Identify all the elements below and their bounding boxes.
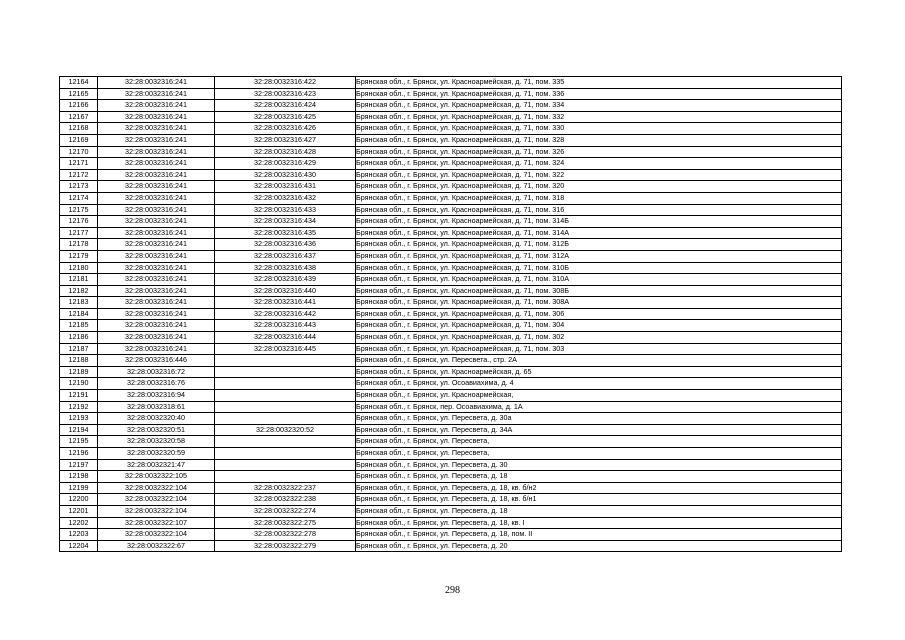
address-cell: Брянская обл., г. Брянск, пер. Осоавиахима, д. 1А (356, 401, 842, 413)
cadastral-number-cell: 32:28:0032316:241 (98, 262, 215, 274)
object-number-cell (215, 401, 356, 413)
cadastral-number-cell: 32:28:0032322:107 (98, 517, 215, 529)
table-row (60, 146, 842, 158)
row-number-cell: 12164 (60, 77, 98, 89)
address-cell: Брянская обл., г. Брянск, ул. Красноармейская, (356, 390, 842, 402)
address-cell: Брянская обл., г. Брянск, ул. Пересвета, (356, 448, 842, 460)
address-cell: Брянская обл., г. Брянск, ул. Пересвета, д. 18, пом. II (356, 529, 842, 541)
address-cell: Брянская обл., г. Брянск, ул. Пересвета., стр. 2А (356, 355, 842, 367)
row-number-cell: 12189 (60, 366, 98, 378)
page-number: 298 (445, 585, 460, 596)
table-row (60, 332, 842, 344)
row-number-cell: 12165 (60, 88, 98, 100)
table-row (60, 366, 842, 378)
row-number-cell: 12195 (60, 436, 98, 448)
address-cell: Брянская обл., г. Брянск, ул. Пересвета, д. 30а (356, 413, 842, 425)
row-number-cell: 12176 (60, 216, 98, 228)
object-number-cell: 32:28:0032322:238 (215, 494, 356, 506)
object-number-cell: 32:28:0032316:428 (215, 146, 356, 158)
table-row (60, 181, 842, 193)
table-row (60, 448, 842, 460)
address-cell: Брянская обл., г. Брянск, ул. Пересвета, д. 18 (356, 505, 842, 517)
table-row (60, 505, 842, 517)
object-number-cell: 32:28:0032322:237 (215, 482, 356, 494)
table-row (60, 227, 842, 239)
cadastral-number-cell: 32:28:0032316:241 (98, 274, 215, 286)
row-number-cell: 12202 (60, 517, 98, 529)
row-number-cell: 12174 (60, 192, 98, 204)
registry-table-body (60, 77, 842, 552)
row-number-cell: 12191 (60, 390, 98, 402)
table-row (60, 285, 842, 297)
address-cell: Брянская обл., г. Брянск, ул. Пересвета, д. 18, кв. I (356, 517, 842, 529)
object-number-cell: 32:28:0032316:425 (215, 111, 356, 123)
cadastral-number-cell: 32:28:0032316:241 (98, 158, 215, 170)
row-number-cell: 12166 (60, 100, 98, 112)
cadastral-number-cell: 32:28:0032316:241 (98, 134, 215, 146)
address-cell: Брянская обл., г. Брянск, ул. Красноармейская, д. 71, пом. 316 (356, 204, 842, 216)
object-number-cell (215, 459, 356, 471)
cadastral-number-cell: 32:28:0032316:72 (98, 366, 215, 378)
object-number-cell (215, 413, 356, 425)
row-number-cell: 12177 (60, 227, 98, 239)
address-cell: Брянская обл., г. Брянск, ул. Пересвета, д. 18 (356, 471, 842, 483)
object-number-cell: 32:28:0032322:279 (215, 540, 356, 552)
object-number-cell: 32:28:0032322:275 (215, 517, 356, 529)
address-cell: Брянская обл., г. Брянск, ул. Пересвета, д. 34А (356, 424, 842, 436)
cadastral-number-cell: 32:28:0032322:104 (98, 529, 215, 541)
table-row (60, 88, 842, 100)
row-number-cell: 12181 (60, 274, 98, 286)
address-cell: Брянская обл., г. Брянск, ул. Красноармейская, д. 71, пом. 326 (356, 146, 842, 158)
address-cell: Брянская обл., г. Брянск, ул. Пересвета, д. 20 (356, 540, 842, 552)
row-number-cell: 12194 (60, 424, 98, 436)
object-number-cell: 32:28:0032322:274 (215, 505, 356, 517)
table-row (60, 482, 842, 494)
object-number-cell: 32:28:0032316:437 (215, 250, 356, 262)
object-number-cell: 32:28:0032322:278 (215, 529, 356, 541)
row-number-cell: 12178 (60, 239, 98, 251)
row-number-cell: 12185 (60, 320, 98, 332)
cadastral-number-cell: 32:28:0032316:241 (98, 204, 215, 216)
cadastral-number-cell: 32:28:0032316:241 (98, 123, 215, 135)
table-row (60, 297, 842, 309)
cadastral-number-cell: 32:28:0032316:241 (98, 169, 215, 181)
address-cell: Брянская обл., г. Брянск, ул. Красноармейская, д. 71, пом. 308Б (356, 285, 842, 297)
cadastral-number-cell: 32:28:0032316:241 (98, 192, 215, 204)
table-row (60, 436, 842, 448)
table-row (60, 77, 842, 89)
address-cell: Брянская обл., г. Брянск, ул. Красноармейская, д. 71, пом. 336 (356, 88, 842, 100)
object-number-cell (215, 436, 356, 448)
row-number-cell: 12192 (60, 401, 98, 413)
table-row (60, 517, 842, 529)
table-row (60, 343, 842, 355)
table-row (60, 308, 842, 320)
object-number-cell (215, 448, 356, 460)
table-row (60, 111, 842, 123)
table-row (60, 529, 842, 541)
address-cell: Брянская обл., г. Брянск, ул. Красноармейская, д. 71, пом. 310Б (356, 262, 842, 274)
address-cell: Брянская обл., г. Брянск, ул. Красноармейская, д. 71, пом. 335 (356, 77, 842, 89)
object-number-cell (215, 355, 356, 367)
object-number-cell (215, 390, 356, 402)
object-number-cell: 32:28:0032316:423 (215, 88, 356, 100)
table-row (60, 250, 842, 262)
cadastral-number-cell: 32:28:0032318:61 (98, 401, 215, 413)
table-row (60, 355, 842, 367)
cadastral-number-cell: 32:28:0032316:241 (98, 88, 215, 100)
row-number-cell: 12199 (60, 482, 98, 494)
cadastral-number-cell: 32:28:0032316:241 (98, 250, 215, 262)
row-number-cell: 12203 (60, 529, 98, 541)
cadastral-number-cell: 32:28:0032322:105 (98, 471, 215, 483)
cadastral-number-cell: 32:28:0032320:59 (98, 448, 215, 460)
cadastral-number-cell: 32:28:0032320:40 (98, 413, 215, 425)
object-number-cell: 32:28:0032316:427 (215, 134, 356, 146)
address-cell: Брянская обл., г. Брянск, ул. Красноармейская, д. 71, пом. 314А (356, 227, 842, 239)
object-number-cell: 32:28:0032316:434 (215, 216, 356, 228)
table-row (60, 390, 842, 402)
cadastral-number-cell: 32:28:0032316:76 (98, 378, 215, 390)
row-number-cell: 12167 (60, 111, 98, 123)
address-cell: Брянская обл., г. Брянск, ул. Красноармейская, д. 71, пом. 332 (356, 111, 842, 123)
object-number-cell: 32:28:0032316:435 (215, 227, 356, 239)
object-number-cell: 32:28:0032316:438 (215, 262, 356, 274)
address-cell: Брянская обл., г. Брянск, ул. Пересвета, д. 18, кв. б/н2 (356, 482, 842, 494)
row-number-cell: 12190 (60, 378, 98, 390)
cadastral-number-cell: 32:28:0032316:446 (98, 355, 215, 367)
object-number-cell: 32:28:0032316:440 (215, 285, 356, 297)
address-cell: Брянская обл., г. Брянск, ул. Красноармейская, д. 71, пом. 310А (356, 274, 842, 286)
object-number-cell: 32:28:0032316:436 (215, 239, 356, 251)
object-number-cell: 32:28:0032316:422 (215, 77, 356, 89)
object-number-cell (215, 366, 356, 378)
table-row (60, 413, 842, 425)
cadastral-number-cell: 32:28:0032316:241 (98, 181, 215, 193)
address-cell: Брянская обл., г. Брянск, ул. Красноармейская, д. 71, пом. 312А (356, 250, 842, 262)
row-number-cell: 12201 (60, 505, 98, 517)
address-cell: Брянская обл., г. Брянск, ул. Красноармейская, д. 71, пом. 314Б (356, 216, 842, 228)
object-number-cell: 32:28:0032316:424 (215, 100, 356, 112)
address-cell: Брянская обл., г. Брянск, ул. Пересвета, (356, 436, 842, 448)
object-number-cell: 32:28:0032316:441 (215, 297, 356, 309)
address-cell: Брянская обл., г. Брянск, ул. Красноармейская, д. 71, пом. 322 (356, 169, 842, 181)
row-number-cell: 12170 (60, 146, 98, 158)
address-cell: Брянская обл., г. Брянск, ул. Красноармейская, д. 71, пом. 328 (356, 134, 842, 146)
object-number-cell: 32:28:0032320:52 (215, 424, 356, 436)
object-number-cell: 32:28:0032316:444 (215, 332, 356, 344)
row-number-cell: 12184 (60, 308, 98, 320)
table-row (60, 401, 842, 413)
table-row (60, 134, 842, 146)
object-number-cell: 32:28:0032316:432 (215, 192, 356, 204)
object-number-cell: 32:28:0032316:431 (215, 181, 356, 193)
object-number-cell (215, 378, 356, 390)
cadastral-number-cell: 32:28:0032316:241 (98, 227, 215, 239)
object-number-cell: 32:28:0032316:445 (215, 343, 356, 355)
table-row (60, 540, 842, 552)
row-number-cell: 12175 (60, 204, 98, 216)
address-cell: Брянская обл., г. Брянск, ул. Красноармейская, д. 65 (356, 366, 842, 378)
cadastral-number-cell: 32:28:0032316:241 (98, 297, 215, 309)
row-number-cell: 12200 (60, 494, 98, 506)
table-row (60, 239, 842, 251)
table-row (60, 378, 842, 390)
object-number-cell: 32:28:0032316:443 (215, 320, 356, 332)
address-cell: Брянская обл., г. Брянск, ул. Пересвета, д. 30 (356, 459, 842, 471)
object-number-cell (215, 471, 356, 483)
cadastral-number-cell: 32:28:0032316:241 (98, 216, 215, 228)
object-number-cell: 32:28:0032316:433 (215, 204, 356, 216)
row-number-cell: 12171 (60, 158, 98, 170)
cadastral-number-cell: 32:28:0032316:241 (98, 146, 215, 158)
cadastral-number-cell: 32:28:0032322:67 (98, 540, 215, 552)
cadastral-number-cell: 32:28:0032320:51 (98, 424, 215, 436)
row-number-cell: 12173 (60, 181, 98, 193)
address-cell: Брянская обл., г. Брянск, ул. Красноармейская, д. 71, пом. 302 (356, 332, 842, 344)
table-row (60, 216, 842, 228)
cadastral-number-cell: 32:28:0032322:104 (98, 494, 215, 506)
row-number-cell: 12180 (60, 262, 98, 274)
cadastral-number-cell: 32:28:0032316:241 (98, 111, 215, 123)
address-cell: Брянская обл., г. Брянск, ул. Красноармейская, д. 71, пом. 312Б (356, 239, 842, 251)
address-cell: Брянская обл., г. Брянск, ул. Красноармейская, д. 71, пом. 304 (356, 320, 842, 332)
row-number-cell: 12182 (60, 285, 98, 297)
cadastral-number-cell: 32:28:0032322:104 (98, 505, 215, 517)
cadastral-number-cell: 32:28:0032316:241 (98, 100, 215, 112)
table-row (60, 471, 842, 483)
row-number-cell: 12193 (60, 413, 98, 425)
object-number-cell: 32:28:0032316:426 (215, 123, 356, 135)
table-row (60, 158, 842, 170)
row-number-cell: 12196 (60, 448, 98, 460)
table-row (60, 169, 842, 181)
address-cell: Брянская обл., г. Брянск, ул. Пересвета, д. 18, кв. б/н1 (356, 494, 842, 506)
cadastral-number-cell: 32:28:0032316:241 (98, 320, 215, 332)
row-number-cell: 12204 (60, 540, 98, 552)
row-number-cell: 12179 (60, 250, 98, 262)
cadastral-number-cell: 32:28:0032316:94 (98, 390, 215, 402)
row-number-cell: 12187 (60, 343, 98, 355)
cadastral-number-cell: 32:28:0032316:241 (98, 239, 215, 251)
address-cell: Брянская обл., г. Брянск, ул. Красноармейская, д. 71, пом. 318 (356, 192, 842, 204)
registry-table (59, 76, 842, 552)
cadastral-number-cell: 32:28:0032322:104 (98, 482, 215, 494)
cadastral-number-cell: 32:28:0032316:241 (98, 77, 215, 89)
object-number-cell: 32:28:0032316:429 (215, 158, 356, 170)
row-number-cell: 12197 (60, 459, 98, 471)
row-number-cell: 12183 (60, 297, 98, 309)
cadastral-number-cell: 32:28:0032316:241 (98, 308, 215, 320)
address-cell: Брянская обл., г. Брянск, ул. Красноармейская, д. 71, пом. 306 (356, 308, 842, 320)
address-cell: Брянская обл., г. Брянск, ул. Красноармейская, д. 71, пом. 324 (356, 158, 842, 170)
row-number-cell: 12188 (60, 355, 98, 367)
address-cell: Брянская обл., г. Брянск, ул. Осоавиахима, д. 4 (356, 378, 842, 390)
address-cell: Брянская обл., г. Брянск, ул. Красноармейская, д. 71, пом. 303 (356, 343, 842, 355)
address-cell: Брянская обл., г. Брянск, ул. Красноармейская, д. 71, пом. 320 (356, 181, 842, 193)
table-row (60, 123, 842, 135)
row-number-cell: 12198 (60, 471, 98, 483)
cadastral-number-cell: 32:28:0032320:58 (98, 436, 215, 448)
table-row (60, 494, 842, 506)
table-row (60, 100, 842, 112)
cadastral-number-cell: 32:28:0032321:47 (98, 459, 215, 471)
table-row (60, 192, 842, 204)
address-cell: Брянская обл., г. Брянск, ул. Красноармейская, д. 71, пом. 308А (356, 297, 842, 309)
row-number-cell: 12168 (60, 123, 98, 135)
table-row (60, 274, 842, 286)
object-number-cell: 32:28:0032316:430 (215, 169, 356, 181)
table-row (60, 320, 842, 332)
table-row (60, 262, 842, 274)
cadastral-number-cell: 32:28:0032316:241 (98, 285, 215, 297)
address-cell: Брянская обл., г. Брянск, ул. Красноармейская, д. 71, пом. 330 (356, 123, 842, 135)
row-number-cell: 12172 (60, 169, 98, 181)
object-number-cell: 32:28:0032316:442 (215, 308, 356, 320)
cadastral-number-cell: 32:28:0032316:241 (98, 343, 215, 355)
row-number-cell: 12186 (60, 332, 98, 344)
table-row (60, 424, 842, 436)
table-row (60, 459, 842, 471)
table-row (60, 204, 842, 216)
object-number-cell: 32:28:0032316:439 (215, 274, 356, 286)
row-number-cell: 12169 (60, 134, 98, 146)
cadastral-number-cell: 32:28:0032316:241 (98, 332, 215, 344)
address-cell: Брянская обл., г. Брянск, ул. Красноармейская, д. 71, пом. 334 (356, 100, 842, 112)
